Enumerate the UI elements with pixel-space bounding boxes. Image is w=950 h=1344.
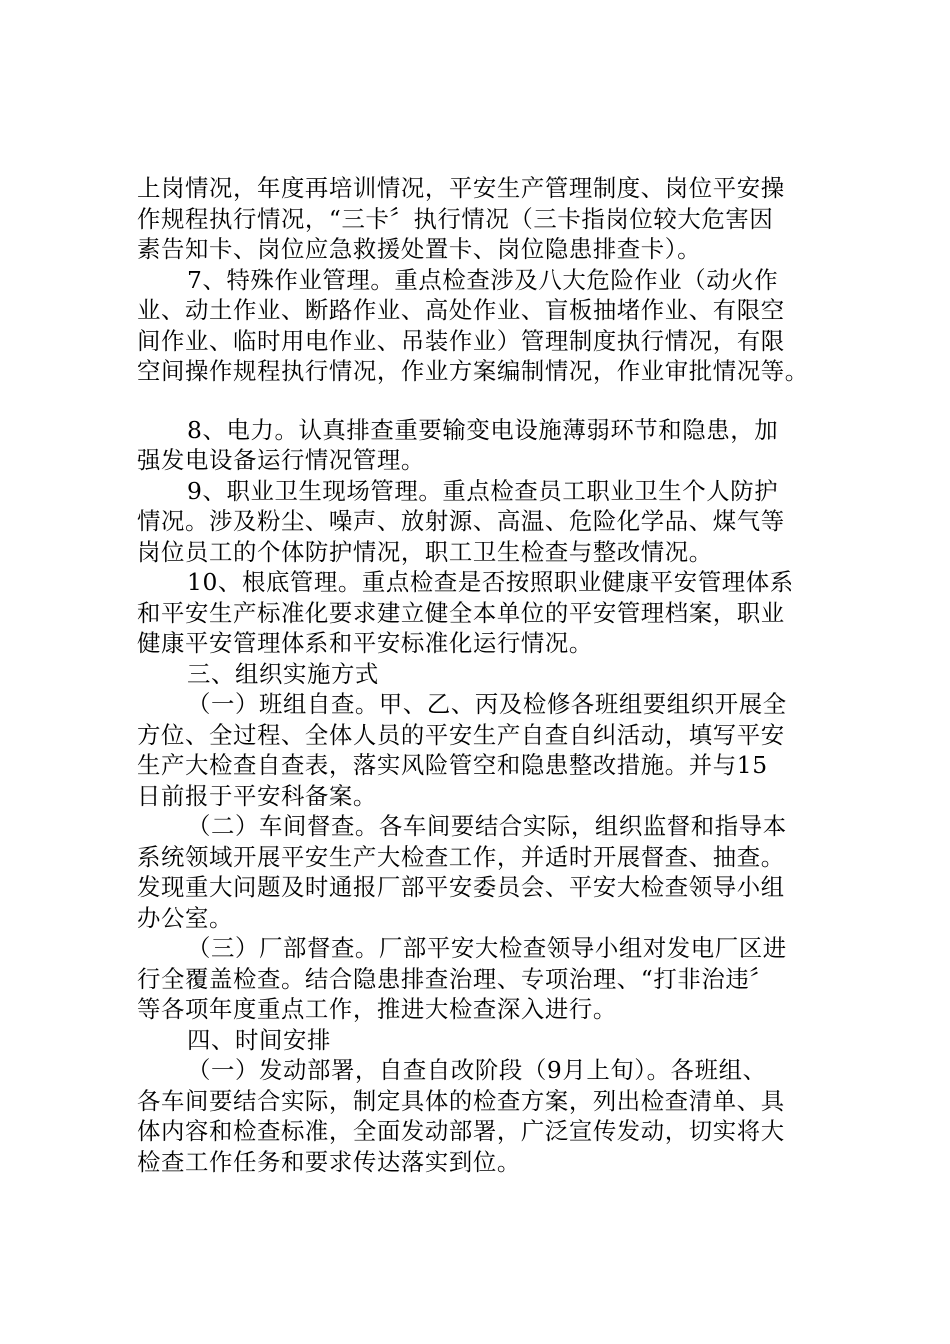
text-line: 业、动土作业、断路作业、高处作业、盲板抽堵作业、有限空	[137, 296, 785, 324]
text-line: 方位、全过程、全体人员的平安生产自查自纠活动，填写平安	[137, 720, 785, 749]
text-line: 上岗情况，年度再培训情况，平安生产管理制度、岗位平安操	[137, 174, 785, 202]
document-body	[137, 173, 827, 1177]
paragraph-team-self-check	[137, 689, 827, 811]
text-line: 素告知卡、岗位应急救援处置卡、岗位隐患排查卡）。	[137, 235, 702, 263]
text-line: 等各项年度重点工作，推进大检查深入进行。	[137, 995, 617, 1023]
text-line: （三）厂部督查。厂部平安大检查领导小组对发电厂区进	[187, 934, 787, 962]
text-line: （二）车间督查。各车间要结合实际，组织监督和指导本	[187, 812, 787, 840]
text-line: 生产大检查自查表，落实风险管空和隐患整改措施。并与15	[137, 751, 768, 779]
text-line: 检查工作任务和要求传达落实到位。	[137, 1147, 521, 1176]
text-line: 作规程执行情况，“三卡〞执行情况（三卡指岗位较大危害因	[137, 204, 774, 233]
text-line: 7、特殊作业管理。重点检查涉及八大危险作业（动火作	[187, 265, 779, 294]
text-line: 行全覆盖检查。结合隐患排查治理、专项治理、“打非治违〞	[137, 964, 774, 993]
text-line: 10、根底管理。重点检查是否按照职业健康平安管理体系	[187, 568, 794, 596]
paragraph-continuation	[137, 173, 827, 265]
text-line: 间作业、临时用电作业、吊装作业）管理制度执行情况，有限	[137, 326, 785, 355]
text-line: 发现重大问题及时通报厂部平安委员会、平安大检查领导小组	[137, 873, 785, 901]
text-line: （一）发动部署，自查自改阶段（9月上旬）。各班组、	[187, 1056, 767, 1084]
text-line: 强发电设备运行情况管理。	[137, 446, 425, 474]
paragraph-power	[137, 415, 827, 476]
section-heading: 四、时间安排	[187, 1025, 331, 1054]
paragraph-factory-supervision	[137, 933, 827, 1025]
text-line: 体内容和检查标准，全面发动部署，广泛宣传发动，切实将大	[137, 1117, 785, 1145]
text-line: 办公室。	[137, 903, 233, 932]
text-line: 系统领域开展平安生产大检查工作，并适时开展督查、抽查。	[137, 842, 785, 871]
paragraph-occupational-health	[137, 476, 827, 568]
section-heading-schedule	[137, 1025, 827, 1056]
section-heading: 三、组织实施方式	[187, 659, 379, 688]
text-line: 9、职业卫生现场管理。重点检查员工职业卫生个人防护	[187, 476, 779, 505]
paragraph-mobilization	[137, 1055, 827, 1177]
text-line: 健康平安管理体系和平安标准化运行情况。	[137, 629, 593, 657]
text-line: （一）班组自查。甲、乙、丙及检修各班组要组织开展全	[187, 690, 787, 718]
text-line: 各车间要结合实际，制定具体的检查方案，列出检查清单、具	[137, 1086, 785, 1115]
section-heading-implementation	[137, 659, 827, 690]
paragraph-gap	[137, 387, 827, 415]
text-line: 空间操作规程执行情况，作业方案编制情况，作业审批情况等。	[137, 357, 809, 385]
paragraph-workshop-supervision	[137, 811, 827, 933]
text-line: 8、电力。认真排查重要输变电设施薄弱环节和隐患，加	[187, 415, 779, 444]
text-line: 岗位员工的个体防护情况，职工卫生检查与整改情况。	[137, 537, 713, 566]
text-line: 和平安生产标准化要求建立健全本单位的平安管理档案，职业	[137, 598, 785, 627]
paragraph-basic-management	[137, 567, 827, 659]
paragraph-special-operations	[137, 265, 827, 387]
text-line: 日前报于平安科备案。	[137, 781, 377, 810]
text-line: 情况。涉及粉尘、噪声、放射源、高温、危险化学品、煤气等	[137, 507, 785, 535]
